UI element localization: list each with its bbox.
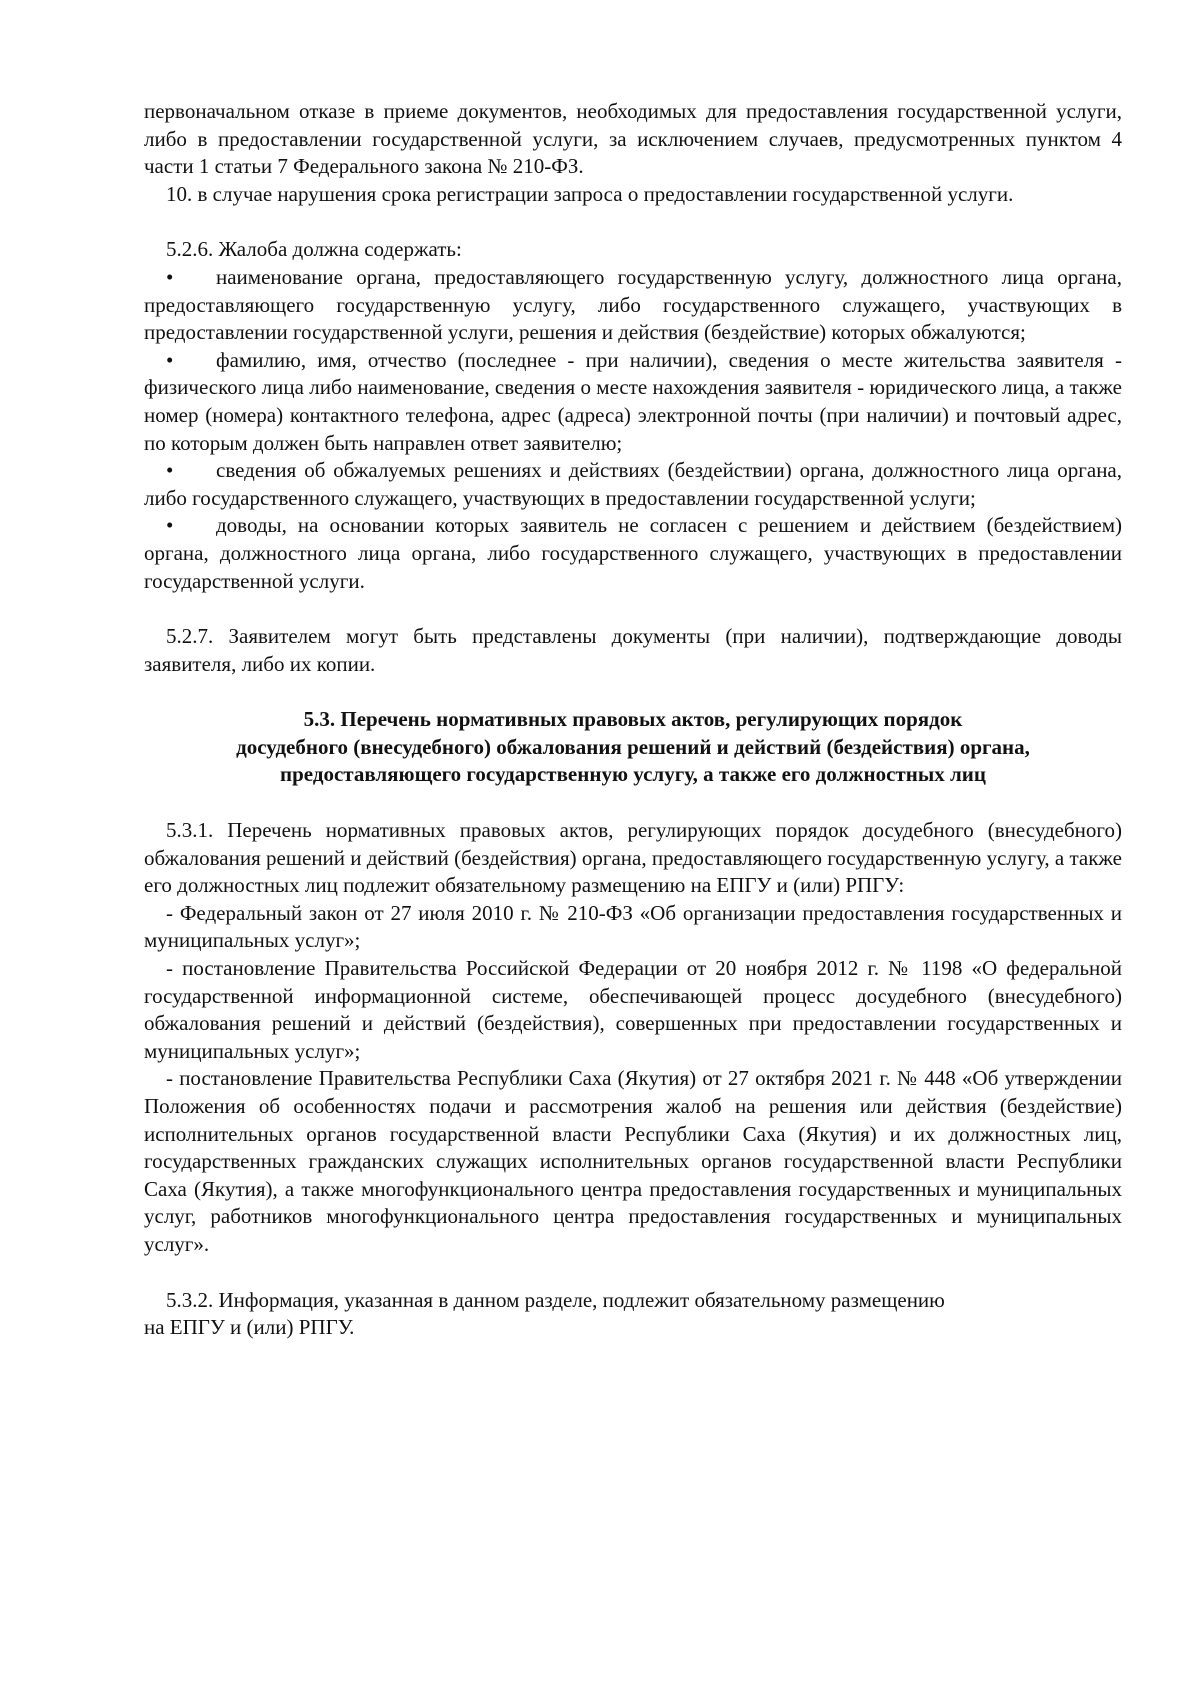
legal-act-item-2: - постановление Правительства Российской Федерации от 20 ноября 2012 г. № 1198 «О федеральной государственной информационной системе, обеспечивающей процесс досудебного (внесудебного) обжалования решений и действий (бездействия), совершенных при предоставлении государственных и муниципальных услуг»; [144, 956, 1122, 1063]
heading-line: 5.3. Перечень нормативных правовых актов, регулирующих порядок [303, 707, 963, 732]
bullet-text: наименование органа, предоставляющего государственную услугу, должностного лица органа, предоставляющего государственную услугу, либо государственного служащего, участвующих в предоставлении государственной услуги, решения и действия (бездействие) которых обжалуются; [144, 264, 1122, 345]
section-heading-5-3 [144, 706, 1122, 789]
spacer [144, 1259, 1122, 1287]
spacer [144, 678, 1122, 706]
legal-act-item-1: - Федеральный закон от 27 июля 2010 г. № 210-ФЗ «Об организации предоставления государственных и муниципальных услуг»; [144, 900, 1122, 953]
heading-line: досудебного (внесудебного) обжалования решений и действий (бездействия) органа, [236, 734, 1030, 759]
bullet-icon: • [166, 264, 174, 289]
bullet-text: сведения об обжалуемых решениях и действиях (бездействии) органа, должностного лица органа, либо государственного служащего, участвующих в предоставлении государственной услуги; [144, 458, 1122, 510]
paragraph-5-2-7: 5.2.7. Заявителем могут быть представлены документы (при наличии), подтверждающие доводы заявителя, либо их копии. [144, 624, 1122, 676]
bullet-item-1 [144, 264, 1122, 347]
paragraph-5-3-2 [144, 1287, 1122, 1342]
spacer [144, 595, 1122, 623]
legal-act-item-3: - постановление Правительства Республики Саха (Якутия) от 27 октября 2021 г. № 448 «Об утверждении Положения об особенностях подачи и рассмотрения жалоб на решения или действия (бездействие) исполнительных органов государственной власти Республики Саха (Якутия) и их должностных лиц, государственных гражданских служащих исполнительных органов государственной власти Республики Саха (Якутия), а также многофункционального центра предоставления государственных и муниципальных услуг, работников многофункционального центра предоставления государственных и муниципальных услуг». [144, 1066, 1122, 1256]
paragraph-item-10: 10. в случае нарушения срока регистрации запроса о предоставлении государственной услуги. [166, 181, 1014, 206]
paragraph-intro-continuation: первоначальном отказе в приеме документов, необходимых для предоставления государственной услуги, либо в предоставлении государственной услуги, за исключением случаев, предусмотренных пунктом 4 части 1 статьи 7 Федерального закона № 210-ФЗ. [144, 99, 1122, 179]
heading-line: предоставляющего государственную услугу, а также его должностных лиц [280, 762, 986, 787]
bullet-text: доводы, на основании которых заявитель не согласен с решением и действием (бездействием) органа, должностного лица органа, либо государственного служащего, участвующих в предоставлении государственной услуги. [144, 513, 1122, 593]
bullet-text: фамилию, имя, отчество (последнее - при наличии), сведения о месте жительства заявителя - физического лица либо наименование, сведения о месте нахождения заявителя - юридического лица, а также номер (номера) контактного телефона, адрес (адреса) электронной почты (при наличии) и почтовый адрес, по которым должен быть направлен ответ заявителю; [144, 347, 1122, 455]
paragraph-5-3-1: 5.3.1. Перечень нормативных правовых актов, регулирующих порядок досудебного (внесудебного) обжалования решений и действий (бездействия) органа, предоставляющего государственную услугу, а также его должностных лиц подлежит обязательному размещению на ЕПГУ и (или) РПГУ: [144, 818, 1122, 898]
bullet-icon: • [166, 458, 174, 483]
bullet-icon: • [166, 513, 174, 538]
document-page [144, 98, 1122, 1342]
bullet-icon: • [166, 347, 174, 372]
bullet-item-3 [144, 457, 1122, 512]
spacer [144, 208, 1122, 236]
paragraph-5-2-6-title: 5.2.6. Жалоба должна содержать: [166, 237, 462, 262]
paragraph-line: на ЕПГУ и (или) РПГУ. [144, 1315, 355, 1340]
spacer [144, 789, 1122, 817]
paragraph-line: 5.3.2. Информация, указанная в данном разделе, подлежит обязательному размещению [166, 1287, 945, 1312]
bullet-item-4 [144, 512, 1122, 595]
bullet-item-2 [144, 347, 1122, 457]
